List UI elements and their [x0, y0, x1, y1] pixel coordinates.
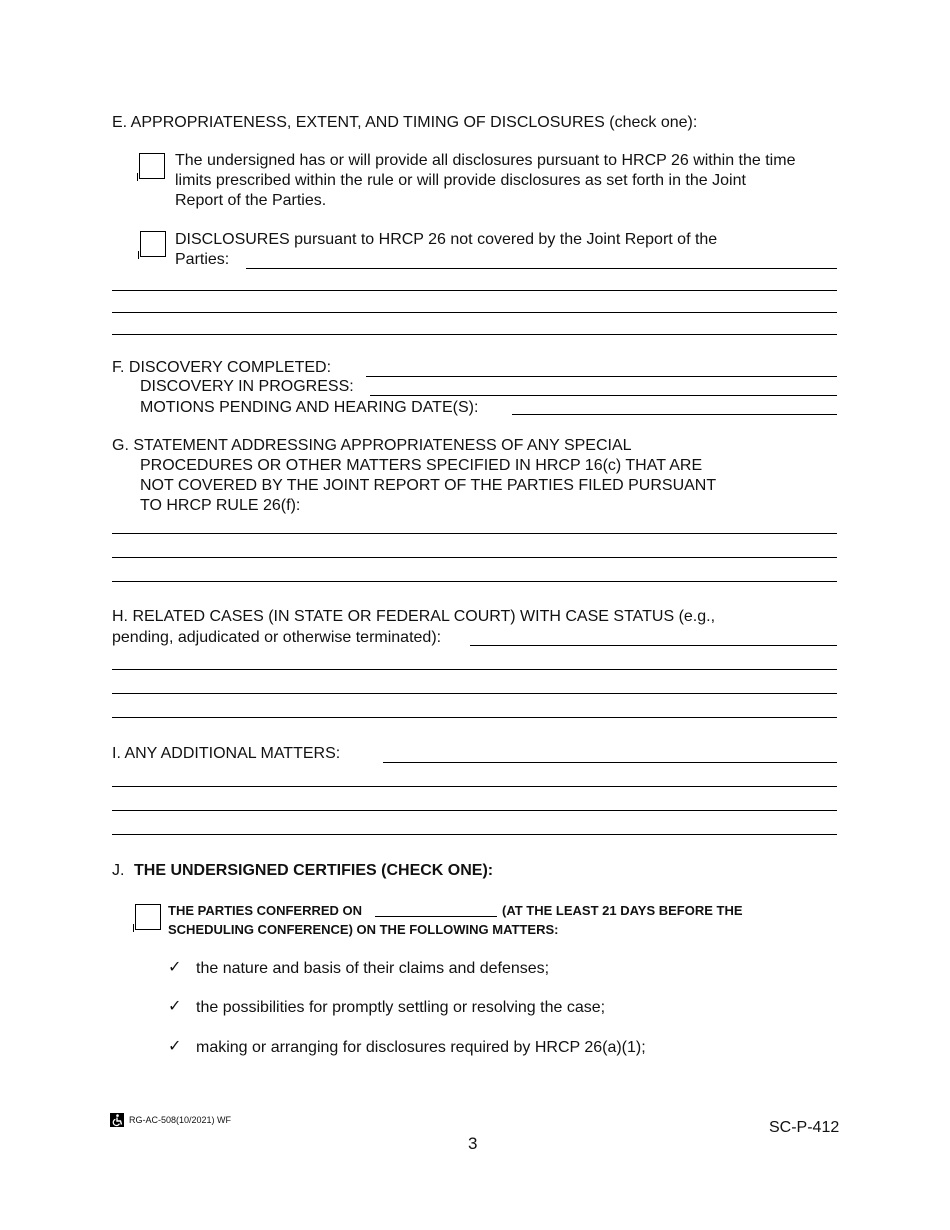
disclosures-extra-line-3[interactable]: [112, 334, 837, 335]
page-number: 3: [468, 1134, 478, 1153]
scheduling-conference-text: SCHEDULING CONFERENCE) ON THE FOLLOWING MATTERS:: [168, 922, 559, 937]
section-g-field-line-1[interactable]: [112, 533, 837, 534]
form-id: SC-P-412: [769, 1119, 840, 1136]
matter-item-3: making or arranging for disclosures required by HRCP 26(a)(1);: [196, 1039, 646, 1056]
parties-conferred-label: THE PARTIES CONFERRED ON: [168, 903, 363, 918]
section-g-field-line-3[interactable]: [112, 581, 837, 582]
form-code: RG-AC-508(10/2021) WF: [129, 1115, 232, 1125]
related-cases-line-2[interactable]: [112, 693, 837, 694]
section-e-heading: E. APPROPRIATENESS, EXTENT, AND TIMING OF DISCLOSURES (check one):: [112, 114, 698, 131]
disclosures-extra-line-1[interactable]: [112, 290, 837, 291]
additional-matters-field[interactable]: [383, 762, 837, 763]
checkmark-icon: ✓: [168, 998, 182, 1015]
disclosures-option-1-line-3: Report of the Parties.: [175, 192, 327, 209]
section-g-line-4: TO HRCP RULE 26(f):: [140, 497, 301, 514]
section-j-heading: THE UNDERSIGNED CERTIFIES (CHECK ONE):: [134, 862, 494, 879]
discovery-in-progress-field[interactable]: [370, 395, 837, 396]
section-g-line-3: NOT COVERED BY THE JOINT REPORT OF THE PARTIES FILED PURSUANT: [140, 477, 717, 494]
disclosures-parties-field[interactable]: [246, 268, 837, 269]
checkmark-icon: ✓: [168, 1038, 182, 1055]
section-g-line-2: PROCEDURES OR OTHER MATTERS SPECIFIED IN HRCP 16(c) THAT ARE: [140, 457, 703, 474]
disclosures-option-1-line-2: limits prescribed within the rule or will provide disclosures as set forth in the Joint: [175, 172, 746, 189]
related-cases-field[interactable]: [470, 645, 837, 646]
related-cases-line-3[interactable]: [112, 717, 837, 718]
conferred-deadline-text: (AT THE LEAST 21 DAYS BEFORE THE: [502, 903, 743, 918]
disclosures-option-1-checkbox[interactable]: [139, 153, 165, 179]
section-g-line-1: G. STATEMENT ADDRESSING APPROPRIATENESS OF ANY SPECIAL: [112, 437, 632, 454]
discovery-completed-field[interactable]: [366, 376, 837, 377]
matter-item-2: the possibilities for promptly settling or resolving the case;: [196, 999, 606, 1016]
disclosures-option-2-line-1: DISCLOSURES pursuant to HRCP 26 not covered by the Joint Report of the: [175, 231, 718, 248]
section-j-prefix: J.: [112, 862, 125, 879]
section-h-line-2: pending, adjudicated or otherwise terminated):: [112, 629, 442, 646]
parties-conferred-checkbox[interactable]: [135, 904, 161, 930]
conferred-date-field[interactable]: [375, 916, 497, 917]
section-h-line-1: H. RELATED CASES (IN STATE OR FEDERAL COURT) WITH CASE STATUS (e.g.,: [112, 608, 716, 625]
motions-pending-field[interactable]: [512, 414, 837, 415]
motions-pending-label: MOTIONS PENDING AND HEARING DATE(S):: [140, 399, 479, 416]
additional-matters-line-1[interactable]: [112, 786, 837, 787]
disclosures-option-2-line-2: Parties:: [175, 251, 230, 268]
discovery-completed-label: F. DISCOVERY COMPLETED:: [112, 359, 332, 376]
discovery-in-progress-label: DISCOVERY IN PROGRESS:: [140, 378, 354, 395]
related-cases-line-1[interactable]: [112, 669, 837, 670]
disclosures-option-2-checkbox[interactable]: [140, 231, 166, 257]
accessibility-icon: [110, 1113, 124, 1127]
section-g-field-line-2[interactable]: [112, 557, 837, 558]
additional-matters-line-3[interactable]: [112, 834, 837, 835]
checkmark-icon: ✓: [168, 959, 182, 976]
additional-matters-label: I. ANY ADDITIONAL MATTERS:: [112, 745, 341, 762]
matter-item-1: the nature and basis of their claims and defenses;: [196, 960, 550, 977]
additional-matters-line-2[interactable]: [112, 810, 837, 811]
disclosures-option-1-line-1: The undersigned has or will provide all disclosures pursuant to HRCP 26 within the time: [175, 152, 796, 169]
disclosures-extra-line-2[interactable]: [112, 312, 837, 313]
